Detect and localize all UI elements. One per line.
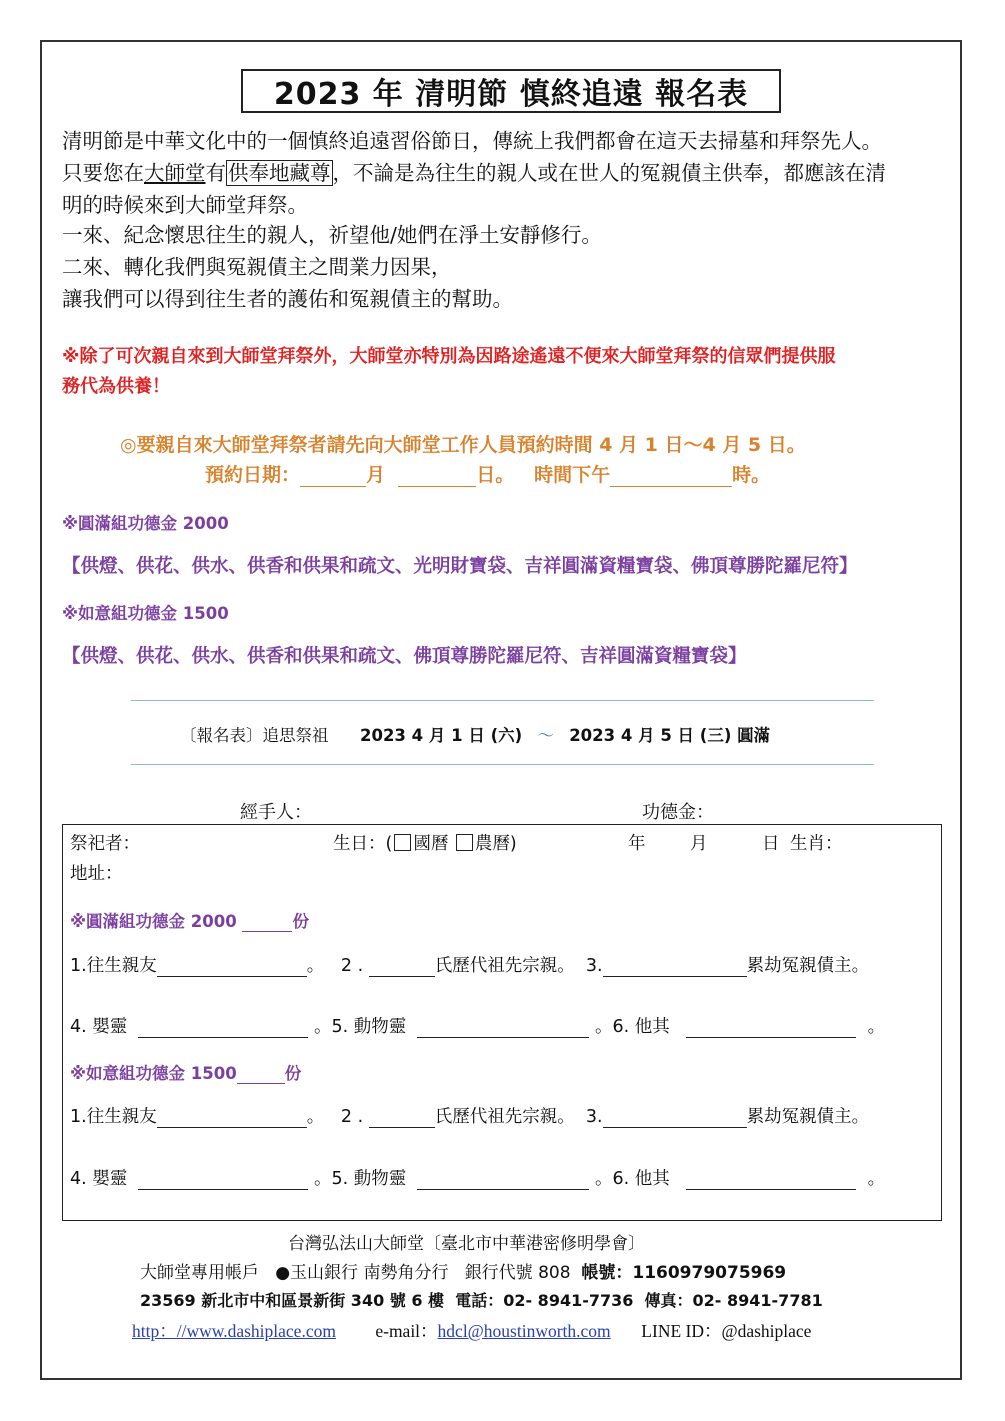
footer-web-line (132, 1318, 811, 1343)
bank-name: ●玉山銀行 南勢角分行 (275, 1263, 449, 1283)
infant-spirit-label: 4. 嬰靈 (70, 1169, 128, 1189)
line-id: LINE ID：@dashiplace (641, 1321, 812, 1341)
intro-line-1: 清明節是中華文化中的一個慎終追遠習俗節日，傳統上我們都會在這天去掃墓和拜祭先人。 (62, 129, 882, 153)
period: 。 (306, 1107, 325, 1127)
package-2-items: 【供燈、供花、供水、供香和供果和疏文、佛頂尊勝陀羅尼符、吉祥圓滿資糧寶袋】 (62, 646, 747, 667)
period: 。 (867, 1169, 886, 1189)
group-2-row-1 (70, 1103, 869, 1128)
account-label: 大師堂專用帳戶 (140, 1263, 259, 1283)
birth-month-label: 月 (690, 834, 708, 854)
merit-label: 功德金： (642, 802, 714, 823)
group-1-title (70, 908, 309, 932)
appointment-line: ◎要親自來大師堂拜祭者請先向大師堂工作人員預約時間 4 月 1 日～4 月 5 日。 (120, 434, 806, 456)
registration-end: 2023 4 月 5 日 (三) 圓滿 (569, 726, 771, 745)
animal-spirit-label: 。5. 動物靈 (313, 1017, 407, 1037)
infant-spirit-blank[interactable] (138, 1019, 308, 1038)
ancestors-label: 2 . (340, 1107, 364, 1127)
intro-text: ，不論是為往生的親人或在世人的冤親債主供奉，都應該在清 (332, 161, 886, 185)
footer-phone: 電話：02- 8941-7736 (455, 1291, 634, 1310)
notice-line-1: ※除了可次親自來到大師堂拜祭外，大師堂亦特別為因路途遙遠不便來大師堂拜祭的信眾們提供服 (62, 346, 836, 367)
handler-label: 經手人： (240, 802, 312, 823)
animal-spirit-blank[interactable] (417, 1171, 589, 1190)
intro-line-5: 二來、轉化我們與冤親債主之間業力因果， (62, 255, 452, 279)
ancestors-text: 氏歷代祖先宗親。 (434, 1107, 575, 1127)
footer-bank-line (140, 1258, 786, 1283)
intro-line-6: 讓我們可以得到往生者的護佑和冤親債主的幫助。 (62, 287, 513, 311)
creditors-text: 累劫冤親債主。 (746, 1107, 870, 1127)
footer-address: 23569 新北市中和區景新街 340 號 6 樓 (140, 1291, 445, 1310)
birth-year-label: 年 (628, 834, 646, 854)
group-2-title (70, 1060, 301, 1084)
month-label: 月 (366, 464, 386, 486)
package-1-name: ※圓滿組功德金 2000 (62, 514, 229, 533)
email-link[interactable]: hdcl@houstinworth.com (437, 1321, 611, 1341)
birthday-close: ) (509, 834, 517, 854)
creditors-blank[interactable] (603, 958, 747, 977)
divider-top (131, 700, 874, 701)
other-blank[interactable] (686, 1019, 856, 1038)
intro-text: 只要您在 (62, 161, 144, 185)
ancestors-surname-blank[interactable] (369, 1109, 435, 1128)
appointment-date-label: 預約日期： (205, 464, 301, 486)
website-link[interactable]: http：//www.dashiplace.com (132, 1321, 336, 1341)
birthday-field (333, 830, 517, 855)
account-number: 帳號：1160979075969 (581, 1263, 787, 1283)
email-label: e-mail： (375, 1321, 438, 1341)
footer-contact-line (140, 1288, 823, 1311)
solar-checkbox[interactable] (394, 834, 411, 851)
tilde-separator: ～ (537, 726, 554, 745)
worshipper-label: 祭祀者： (70, 834, 140, 854)
intro-text: 有 (205, 161, 226, 185)
infant-spirit-label: 4. 嬰靈 (70, 1017, 128, 1037)
other-label: 。6. 他其 (594, 1169, 670, 1189)
lunar-checkbox[interactable] (456, 834, 473, 851)
divider-bottom (131, 764, 874, 765)
appointment-date-line (205, 460, 770, 487)
deceased-relatives-blank[interactable] (157, 958, 307, 977)
footer-fax: 傳真：02- 8941-7781 (644, 1291, 823, 1310)
group-1-title-text: ※圓滿組功德金 2000 (70, 912, 237, 931)
address-label: 地址： (70, 864, 123, 884)
creditors-text: 累劫冤親債主。 (746, 956, 870, 976)
period: 。 (306, 956, 325, 976)
deceased-relatives-blank[interactable] (157, 1109, 307, 1128)
other-blank[interactable] (686, 1171, 856, 1190)
animal-spirit-blank[interactable] (417, 1019, 589, 1038)
animal-spirit-label: 。5. 動物靈 (313, 1169, 407, 1189)
zodiac-label: 生肖： (790, 834, 843, 854)
other-label: 。6. 他其 (594, 1017, 670, 1037)
intro-underlined-text: 大師堂 (144, 161, 206, 185)
group-2-title-text: ※如意組功德金 1500 (70, 1064, 237, 1083)
group-1-quantity-blank[interactable] (242, 913, 292, 932)
group-1-unit: 份 (292, 912, 309, 931)
creditors-label: 3. (585, 1107, 603, 1127)
registration-period (180, 722, 770, 746)
group-2-quantity-blank[interactable] (237, 1065, 285, 1084)
notice-line-2: 務代為供養！ (62, 376, 170, 397)
birthday-label: 生日：( (333, 834, 393, 854)
day-label: 日。 (476, 464, 515, 486)
creditors-label: 3. (585, 956, 603, 976)
registration-start: 2023 4 月 1 日 (六) (359, 726, 523, 745)
infant-spirit-blank[interactable] (138, 1171, 308, 1190)
package-2-name: ※如意組功德金 1500 (62, 604, 229, 623)
hour-blank[interactable] (610, 466, 732, 487)
bank-code: 銀行代號 808 (464, 1263, 571, 1283)
intro-boxed-text: 供奉地藏尊 (228, 161, 331, 185)
intro-line-2 (62, 156, 886, 186)
intro-line-3: 明的時候來到大師堂拜祭。 (62, 193, 308, 217)
time-label: 時間下午 (534, 464, 611, 486)
ancestors-text: 氏歷代祖先宗親。 (434, 956, 575, 976)
ancestors-surname-blank[interactable] (369, 958, 435, 977)
group-2-unit: 份 (284, 1064, 302, 1083)
ancestors-label: 2 . (340, 956, 364, 976)
group-1-row-1 (70, 952, 869, 977)
hour-label: 時。 (732, 464, 771, 486)
group-2-row-2 (70, 1165, 885, 1190)
group-1-row-2 (70, 1013, 885, 1038)
day-blank[interactable] (398, 466, 476, 487)
month-blank[interactable] (300, 466, 366, 487)
registration-label: 〔報名表〕追思祭祖 (180, 726, 329, 745)
package-1-items: 【供燈、供花、供水、供香和供果和疏文、光明財寶袋、吉祥圓滿資糧寶袋、佛頂尊勝陀羅尼符】 (62, 556, 858, 577)
solar-label: 國曆 (413, 834, 449, 854)
intro-line-4: 一來、紀念懷思往生的親人，祈望他/她們在淨土安靜修行。 (62, 223, 602, 247)
birth-day-label: 日 (762, 834, 780, 854)
creditors-blank[interactable] (603, 1109, 747, 1128)
footer-organization: 台灣弘法山大師堂〔臺北市中華港密修明學會〕 (288, 1234, 645, 1254)
deceased-relatives-label: 1.往生親友 (70, 956, 157, 976)
deceased-relatives-label: 1.往生親友 (70, 1107, 157, 1127)
page-title: 2023 年 清明節 慎終追遠 報名表 (241, 69, 781, 113)
period: 。 (867, 1017, 886, 1037)
lunar-label: 農曆 (474, 834, 510, 854)
